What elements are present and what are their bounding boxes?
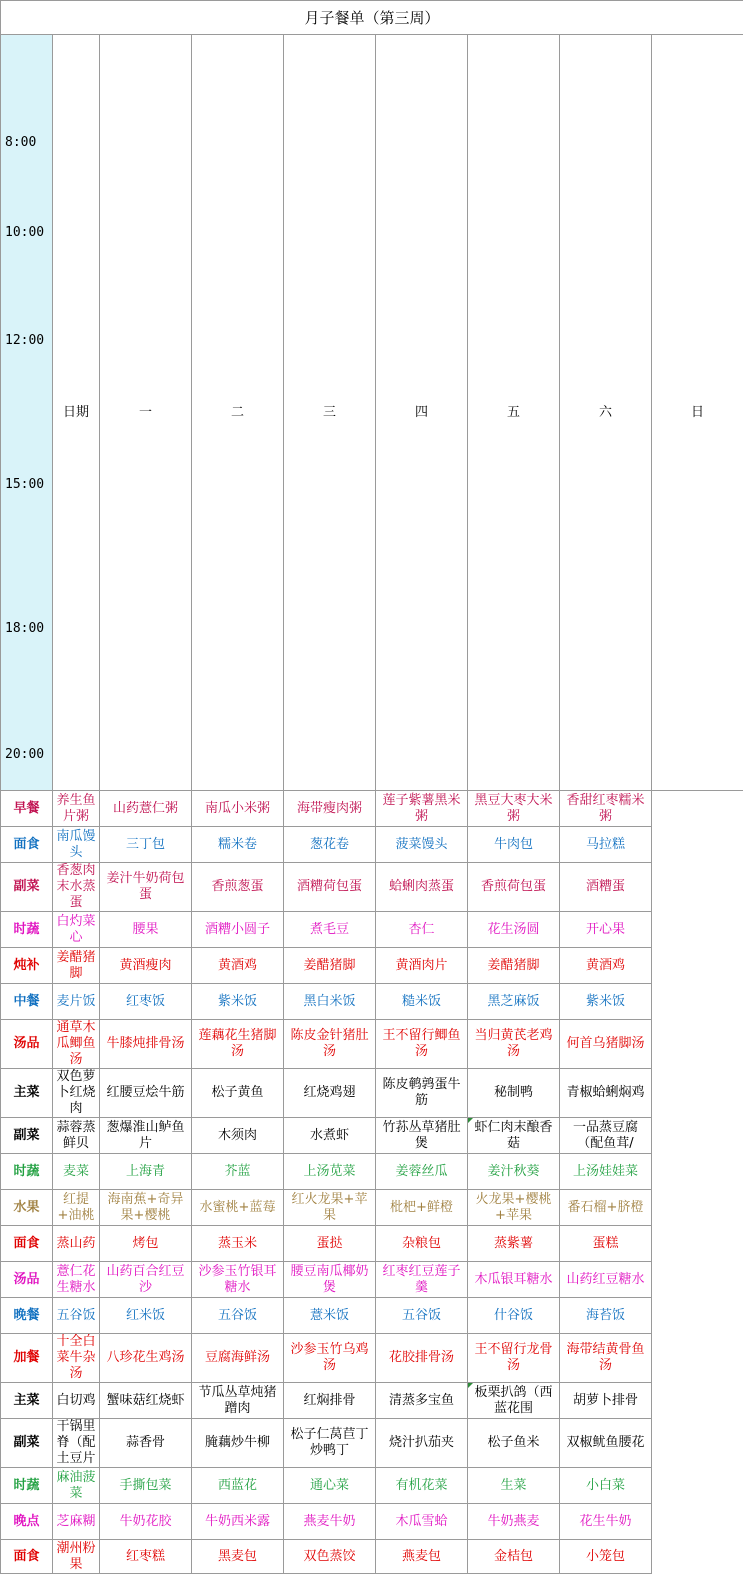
day-header-fri: 五 [468,35,560,791]
menu-cell: 节瓜丛草炖猪蹭肉 [192,1383,284,1419]
meal-category: 晚餐 [1,1298,53,1334]
meal-category: 炖补 [1,948,53,984]
menu-cell: 麦菜 [53,1154,100,1190]
meal-category: 早餐 [1,791,53,827]
day-header-wed: 三 [284,35,376,791]
menu-cell: 姜醋猪脚 [468,948,560,984]
menu-cell: 沙参玉竹银耳糖水 [192,1262,284,1298]
meal-category: 时蔬 [1,1154,53,1190]
menu-cell: 黑麦包 [192,1540,284,1574]
menu-cell: 黄酒鸡 [560,948,652,984]
menu-cell: 酒糟小圆子 [192,912,284,948]
day-header-thu: 四 [376,35,468,791]
menu-cell: 牛奶燕麦 [468,1504,560,1540]
menu-cell: 花生牛奶 [560,1504,652,1540]
menu-cell: 小白菜 [560,1468,652,1504]
menu-cell: 水蜜桃+蓝莓 [192,1190,284,1226]
menu-cell: 上汤娃娃菜 [560,1154,652,1190]
menu-cell: 上海青 [100,1154,192,1190]
menu-cell: 海带瘦肉粥 [284,791,376,827]
day-header-tue: 二 [192,35,284,791]
menu-cell: 五谷饭 [192,1298,284,1334]
menu-cell: 姜醋猪脚 [284,948,376,984]
meal-category: 时蔬 [1,912,53,948]
meal-row [1,1226,743,1262]
menu-cell: 红提+油桃 [53,1190,100,1226]
menu-cell: 金桔包 [468,1540,560,1574]
menu-cell: 白切鸡 [53,1383,100,1419]
menu-cell: 牛肉包 [468,827,560,863]
menu-cell: 红枣糕 [100,1540,192,1574]
menu-cell: 花胶排骨汤 [376,1334,468,1383]
day-header-row [1,35,743,791]
menu-cell: 香煎荷包蛋 [468,863,560,912]
menu-cell: 五谷饭 [376,1298,468,1334]
menu-cell: 花生汤圆 [468,912,560,948]
menu-cell: 燕麦包 [376,1540,468,1574]
menu-cell: 莲子紫薯黑米粥 [376,791,468,827]
meal-row [1,1504,743,1540]
menu-body [1,791,743,1574]
menu-cell: 何首乌猪脚汤 [560,1020,652,1069]
menu-cell: 黄酒肉片 [376,948,468,984]
meal-category: 副菜 [1,1419,53,1468]
menu-cell: 虾仁肉末酿香菇 [468,1118,560,1154]
menu-cell: 蒜香骨 [100,1419,192,1468]
meal-row [1,1419,743,1468]
menu-cell: 红米饭 [100,1298,192,1334]
page-title: 月子餐单（第三周） [1,1,743,35]
menu-cell: 南瓜馒头 [53,827,100,863]
menu-cell: 陈皮金针猪肚汤 [284,1020,376,1069]
menu-cell: 三丁包 [100,827,192,863]
menu-cell: 燕麦牛奶 [284,1504,376,1540]
menu-cell: 蒸玉米 [192,1226,284,1262]
menu-cell: 枇杷+鲜橙 [376,1190,468,1226]
menu-cell: 松子仁莴苣丁炒鸭丁 [284,1419,376,1468]
menu-cell: 王不留行龙骨汤 [468,1334,560,1383]
menu-cell: 香葱肉末水蒸蛋 [53,863,100,912]
meal-row [1,1020,743,1069]
menu-cell: 山药红豆糖水 [560,1262,652,1298]
menu-cell: 蒸山药 [53,1226,100,1262]
time-label: 12:00 [5,333,44,349]
meal-category: 主菜 [1,1069,53,1118]
menu-cell: 黄酒瘦肉 [100,948,192,984]
menu-cell: 双色萝卜红烧肉 [53,1069,100,1118]
time-label: 20:00 [5,747,44,763]
menu-cell: 海南蕉+奇异果+樱桃 [100,1190,192,1226]
meal-category: 汤品 [1,1262,53,1298]
menu-cell: 开心果 [560,912,652,948]
menu-cell: 蛋挞 [284,1226,376,1262]
time-column [1,35,53,791]
menu-cell: 松子鱼米 [468,1419,560,1468]
menu-cell: 牛膝炖排骨汤 [100,1020,192,1069]
meal-category: 面食 [1,1540,53,1574]
menu-cell: 烤包 [100,1226,192,1262]
time-label: 18:00 [5,621,44,637]
menu-cell: 海带结黄骨鱼汤 [560,1334,652,1383]
menu-cell: 秘制鸭 [468,1069,560,1118]
menu-cell: 红烧鸡翅 [284,1069,376,1118]
menu-cell: 红火龙果+苹果 [284,1190,376,1226]
menu-cell: 十全白菜牛杂汤 [53,1334,100,1383]
menu-cell: 姜蓉丝瓜 [376,1154,468,1190]
meal-row [1,1154,743,1190]
menu-cell: 八珍花生鸡汤 [100,1334,192,1383]
menu-cell: 蛋糕 [560,1226,652,1262]
menu-cell: 生菜 [468,1468,560,1504]
menu-cell: 紫米饭 [192,984,284,1020]
menu-cell: 酒糟蛋 [560,863,652,912]
menu-cell: 红腰豆烩牛筋 [100,1069,192,1118]
menu-cell: 黑豆大枣大米粥 [468,791,560,827]
menu-cell: 西蓝花 [192,1468,284,1504]
day-header-sat: 六 [560,35,652,791]
menu-cell: 木须肉 [192,1118,284,1154]
menu-cell: 葱爆淮山鲈鱼片 [100,1118,192,1154]
menu-cell: 香煎葱蛋 [192,863,284,912]
meal-row [1,1383,743,1419]
meal-category: 汤品 [1,1020,53,1069]
menu-cell: 上汤苋菜 [284,1154,376,1190]
meal-row [1,1468,743,1504]
menu-cell: 杂粮包 [376,1226,468,1262]
menu-cell: 蒸紫薯 [468,1226,560,1262]
menu-cell: 黑白米饭 [284,984,376,1020]
menu-cell: 菠菜馒头 [376,827,468,863]
menu-cell: 什谷饭 [468,1298,560,1334]
meal-row [1,791,743,827]
day-header-sun: 日 [652,35,743,791]
meal-row [1,863,743,912]
menu-cell: 白灼菜心 [53,912,100,948]
menu-cell: 胡萝卜排骨 [560,1383,652,1419]
menu-cell: 松子黄鱼 [192,1069,284,1118]
menu-cell: 蒜蓉蒸鲜贝 [53,1118,100,1154]
menu-cell: 蟹味菇红烧虾 [100,1383,192,1419]
menu-cell: 番石榴+脐橙 [560,1190,652,1226]
menu-cell: 芝麻糊 [53,1504,100,1540]
menu-cell: 海苔饭 [560,1298,652,1334]
meal-row [1,1190,743,1226]
menu-cell: 干锅里脊（配土豆片 [53,1419,100,1468]
meal-row [1,827,743,863]
menu-cell: 姜醋猪脚 [53,948,100,984]
menu-cell: 青椒蛤蜊焖鸡 [560,1069,652,1118]
meal-category: 加餐 [1,1334,53,1383]
menu-cell: 王不留行鲫鱼汤 [376,1020,468,1069]
meal-category: 面食 [1,827,53,863]
meal-category: 副菜 [1,863,53,912]
menu-cell: 红焖排骨 [284,1383,376,1419]
menu-cell: 潮州粉果 [53,1540,100,1574]
meal-category: 面食 [1,1226,53,1262]
menu-cell: 黑芝麻饭 [468,984,560,1020]
menu-cell: 马拉糕 [560,827,652,863]
meal-category: 副菜 [1,1118,53,1154]
menu-cell: 南瓜小米粥 [192,791,284,827]
menu-cell: 一品蒸豆腐（配鱼茸/ [560,1118,652,1154]
menu-cell: 陈皮鹌鹑蛋牛筋 [376,1069,468,1118]
menu-cell: 山药薏仁粥 [100,791,192,827]
menu-cell: 薏仁花生糖水 [53,1262,100,1298]
menu-cell: 杏仁 [376,912,468,948]
menu-cell: 板栗扒鸽（西蓝花围 [468,1383,560,1419]
menu-cell: 五谷饭 [53,1298,100,1334]
menu-cell: 双椒鱿鱼腰花 [560,1419,652,1468]
meal-row [1,1540,743,1574]
menu-cell: 山药百合红豆沙 [100,1262,192,1298]
menu-cell: 养生鱼片粥 [53,791,100,827]
menu-cell: 木瓜银耳糖水 [468,1262,560,1298]
time-label: 8:00 [5,135,36,151]
time-label: 10:00 [5,225,44,241]
time-label: 15:00 [5,477,44,493]
meal-row [1,1298,743,1334]
meal-row [1,912,743,948]
menu-cell: 糙米饭 [376,984,468,1020]
menu-cell: 火龙果+樱桃+苹果 [468,1190,560,1226]
menu-cell: 牛奶花胶 [100,1504,192,1540]
menu-cell: 姜汁秋葵 [468,1154,560,1190]
meal-category: 水果 [1,1190,53,1226]
day-header-mon: 一 [100,35,192,791]
meal-category: 主菜 [1,1383,53,1419]
menu-cell: 通草木瓜鲫鱼汤 [53,1020,100,1069]
menu-cell: 竹荪丛草猪肚煲 [376,1118,468,1154]
time-labels [1,35,52,790]
menu-cell: 小笼包 [560,1540,652,1574]
menu-cell: 黄酒鸡 [192,948,284,984]
menu-cell: 红枣饭 [100,984,192,1020]
menu-cell: 腌藕炒牛柳 [192,1419,284,1468]
meal-category: 晚点 [1,1504,53,1540]
menu-cell: 清蒸多宝鱼 [376,1383,468,1419]
menu-cell: 沙参玉竹乌鸡汤 [284,1334,376,1383]
menu-cell: 豆腐海鲜汤 [192,1334,284,1383]
menu-cell: 手撕包菜 [100,1468,192,1504]
menu-cell: 紫米饭 [560,984,652,1020]
menu-cell: 酒糟荷包蛋 [284,863,376,912]
menu-cell: 蛤蜊肉蒸蛋 [376,863,468,912]
meal-category: 时蔬 [1,1468,53,1504]
meal-row [1,1069,743,1118]
meal-row [1,1262,743,1298]
menu-cell: 水煮虾 [284,1118,376,1154]
menu-cell: 木瓜雪蛤 [376,1504,468,1540]
meal-row [1,1334,743,1383]
menu-cell: 腰豆南瓜椰奶煲 [284,1262,376,1298]
menu-cell: 薏米饭 [284,1298,376,1334]
menu-cell: 腰果 [100,912,192,948]
menu-cell: 麻油菠菜 [53,1468,100,1504]
meal-row [1,984,743,1020]
menu-cell: 葱花卷 [284,827,376,863]
menu-cell: 当归黄芪老鸡汤 [468,1020,560,1069]
meal-row [1,948,743,984]
menu-cell: 姜汁牛奶荷包蛋 [100,863,192,912]
menu-cell: 红枣红豆莲子羹 [376,1262,468,1298]
menu-cell: 香甜红枣糯米粥 [560,791,652,827]
menu-cell: 牛奶西米露 [192,1504,284,1540]
menu-cell: 烧汁扒茄夹 [376,1419,468,1468]
menu-cell: 糯米卷 [192,827,284,863]
menu-cell: 有机花菜 [376,1468,468,1504]
meal-category: 中餐 [1,984,53,1020]
menu-cell: 煮毛豆 [284,912,376,948]
menu-cell: 双色蒸饺 [284,1540,376,1574]
meal-row [1,1118,743,1154]
menu-cell: 莲藕花生猪脚汤 [192,1020,284,1069]
menu-cell: 通心菜 [284,1468,376,1504]
date-header: 日期 [53,35,100,791]
menu-cell: 麦片饭 [53,984,100,1020]
menu-cell: 芥蓝 [192,1154,284,1190]
